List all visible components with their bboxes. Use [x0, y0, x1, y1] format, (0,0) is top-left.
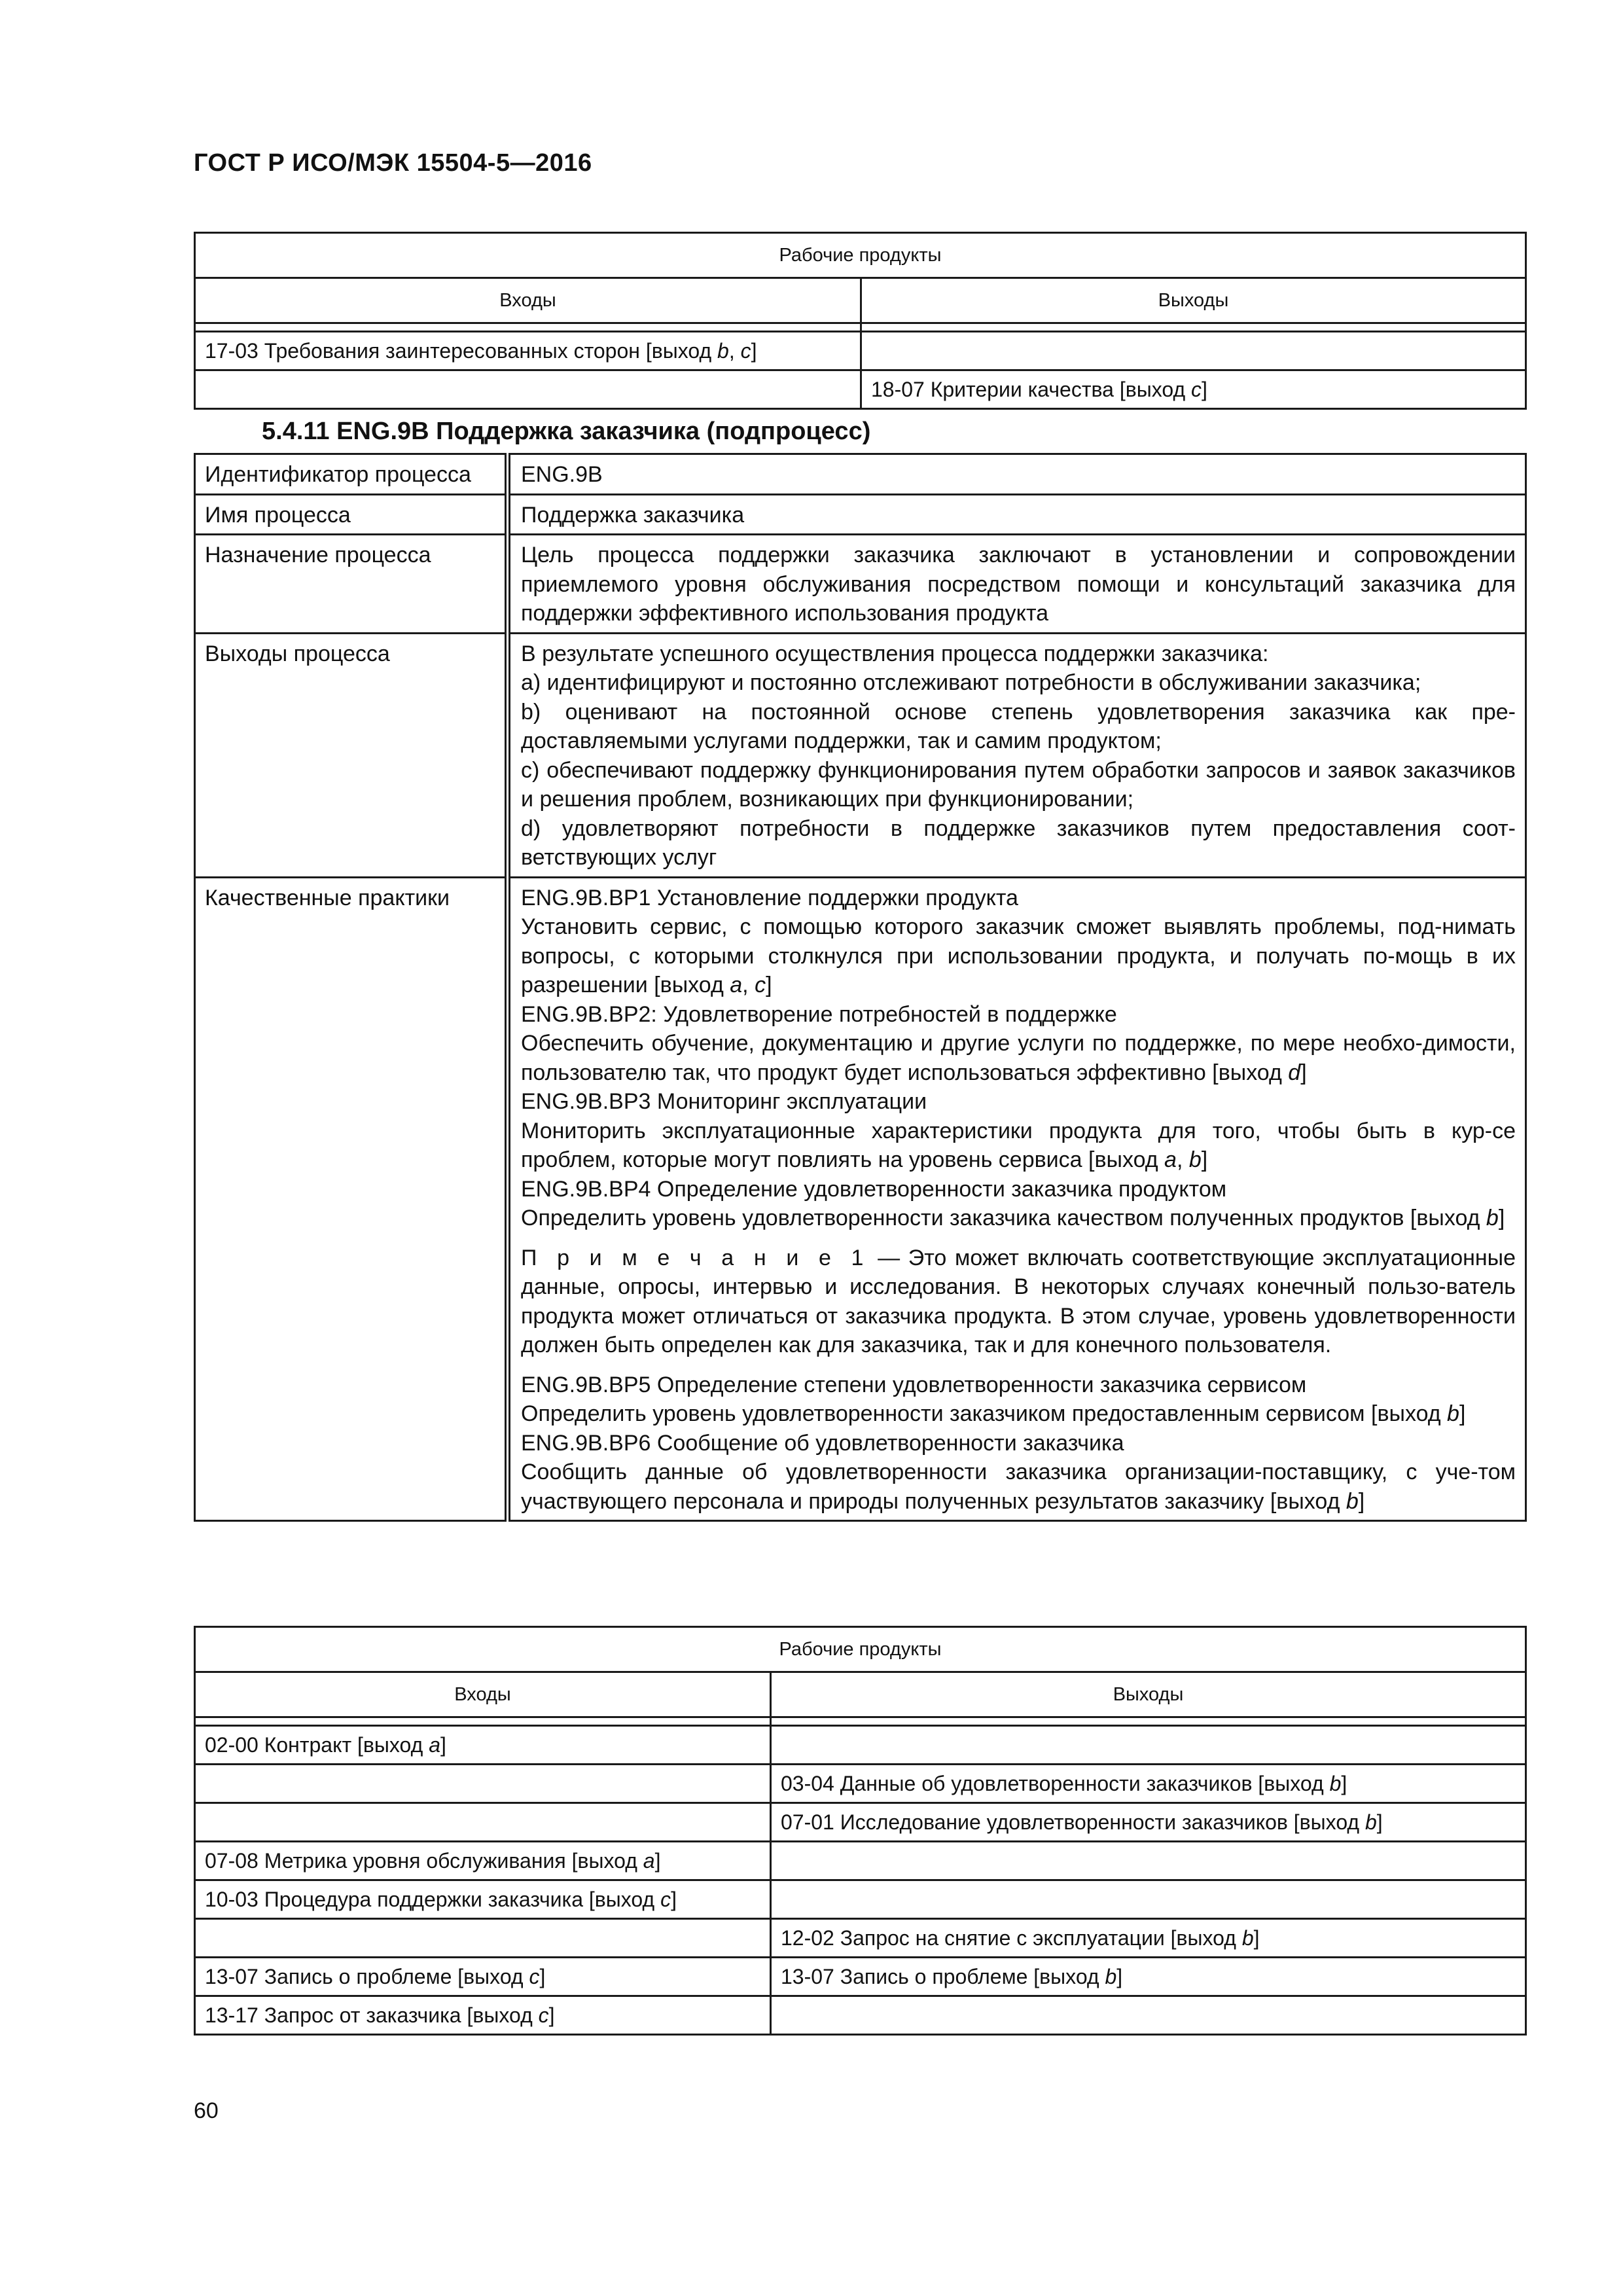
input-cell: 10-03 Процедура поддержки заказчика [выход c] [195, 1880, 771, 1919]
bp6-title: ENG.9B.BP6 Сообщение об удовлетворенности заказчика [521, 1430, 1124, 1456]
note [521, 1244, 1516, 1360]
table-row [195, 535, 1526, 634]
bp3-text: Мониторить эксплуатационные характеристики продукта для того, чтобы быть в кур-се проблем, которые могут повлиять на уровень сервиса [выход a, b] [521, 1118, 1516, 1172]
table-row [195, 1919, 1526, 1958]
table-row [195, 1958, 1526, 1996]
inputs-header: Входы [195, 278, 861, 323]
table-row [195, 332, 1526, 370]
bp1-text: Установить сервис, с помощью которого заказчик сможет выявлять проблемы, под-нимать вопросы, с которыми столкнулся при использовании продукта, и получать по-мощь в их разрешении [выход a, c] [521, 914, 1516, 997]
note-text: — Это может включать соответствующие эксплуатационные данные, опросы, интервью и исследования. В некоторых случаях конечный пользо-ватель продукта может отличаться от заказчика продукта. В этом случае, уровень удовлетворенности должен быть определен как для заказчика, так и для конечного пользователя. [521, 1245, 1516, 1357]
output-cell [771, 1996, 1526, 2035]
bp3-title: ENG.9B.BP3 Мониторинг эксплуатации [521, 1089, 927, 1114]
output-cell: 18-07 Критерии качества [выход c] [861, 370, 1526, 409]
input-cell: 17-03 Требования заинтересованных сторон [выход b, c] [195, 332, 861, 370]
process-id-value: ENG.9B [508, 454, 1526, 495]
inputs-header: Входы [195, 1672, 771, 1717]
work-products-title: Рабочие продукты [195, 233, 1526, 278]
outcome-item: b) оценивают на постоянной основе степень удовлетворения заказчика как пре-доставляемыми услугами поддержки, так и самим продуктом; [521, 699, 1516, 753]
output-cell [861, 332, 1526, 370]
separator [195, 323, 861, 332]
outcome-item: a) идентифицируют и постоянно отслеживают потребности в обслуживании заказчика; [521, 670, 1421, 695]
output-cell: 03-04 Данные об удовлетворенности заказчиков [выход b] [771, 1765, 1526, 1803]
outcome-item: d) удовлетворяют потребности в поддержке заказчиков путем предоставления соот-ветствующих услуг [521, 816, 1516, 870]
separator [861, 323, 1526, 332]
practices-label: Качественные практики [195, 877, 508, 1521]
bp5-text: Определить уровень удовлетворенности заказчиком предоставленным сервисом [выход b] [521, 1401, 1466, 1426]
page-number: 60 [194, 2098, 219, 2123]
input-cell: 07-08 Метрика уровня обслуживания [выход a] [195, 1842, 771, 1880]
table-row [195, 1996, 1526, 2035]
work-products-table-top [194, 232, 1527, 410]
table-row [195, 1803, 1526, 1842]
process-table [194, 453, 1527, 1522]
input-cell: 13-17 Запрос от заказчика [выход c] [195, 1996, 771, 2035]
bp4-title: ENG.9B.BP4 Определение удовлетворенности заказчика продуктом [521, 1176, 1227, 1202]
process-name-value: Поддержка заказчика [508, 494, 1526, 535]
process-name-label: Имя процесса [195, 494, 508, 535]
output-cell: 12-02 Запрос на снятие с эксплуатации [выход b] [771, 1919, 1526, 1958]
work-products-title: Рабочие продукты [195, 1627, 1526, 1672]
input-cell [195, 1803, 771, 1842]
process-purpose-label: Назначение процесса [195, 535, 508, 634]
outputs-header: Выходы [861, 278, 1526, 323]
table-row [195, 1726, 1526, 1765]
bp4-text: Определить уровень удовлетворенности заказчика качеством полученных продуктов [выход b] [521, 1206, 1505, 1230]
note-label: П р и м е ч а н и е 1 [521, 1245, 870, 1270]
table-row [195, 633, 1526, 877]
process-id-label: Идентификатор процесса [195, 454, 508, 495]
document-header: ГОСТ Р ИСО/МЭК 15504-5—2016 [194, 149, 592, 177]
separator [771, 1717, 1526, 1726]
input-cell [195, 1765, 771, 1803]
outcomes-intro: В результате успешного осуществления процесса поддержки заказчика: [521, 641, 1269, 666]
bp2-title: ENG.9B.BP2: Удовлетворение потребностей в поддержке [521, 1001, 1117, 1027]
input-cell: 13-07 Запись о проблеме [выход c] [195, 1958, 771, 1996]
input-cell: 02-00 Контракт [выход a] [195, 1726, 771, 1765]
table-row [195, 370, 1526, 409]
table-row [195, 494, 1526, 535]
practices-value [508, 877, 1526, 1521]
bp5-title: ENG.9B.BP5 Определение степени удовлетворенности заказчика сервисом [521, 1372, 1307, 1397]
input-cell [195, 1919, 771, 1958]
bp6-text: Сообщить данные об удовлетворенности заказчика организации-поставщику, с уче-том участвующего персонала и природы полученных результатов заказчику [выход b] [521, 1460, 1516, 1514]
process-purpose-value: Цель процесса поддержки заказчика заключают в установлении и сопровождении приемлемого уровня обслуживания посредством помощи и консультаций заказчика для поддержки эффективного использования продукта [508, 535, 1526, 634]
outputs-header: Выходы [771, 1672, 1526, 1717]
process-outcomes-value [508, 633, 1526, 877]
bp1-title: ENG.9B.BP1 Установление поддержки продукта [521, 885, 1018, 910]
output-cell [771, 1726, 1526, 1765]
outcome-item: c) обеспечивают поддержку функционирования путем обработки запросов и заявок заказчиков и решения проблем, возникающих при функционировании; [521, 757, 1516, 812]
separator [195, 1717, 771, 1726]
table-row [195, 1880, 1526, 1919]
table-row [195, 1765, 1526, 1803]
output-cell: 13-07 Запись о проблеме [выход b] [771, 1958, 1526, 1996]
section-title: 5.4.11 ENG.9B Поддержка заказчика (подпроцесс) [262, 418, 871, 445]
output-cell: 07-01 Исследование удовлетворенности заказчиков [выход b] [771, 1803, 1526, 1842]
table-row [195, 877, 1526, 1521]
input-cell [195, 370, 861, 409]
table-row [195, 1842, 1526, 1880]
process-outcomes-label: Выходы процесса [195, 633, 508, 877]
output-cell [771, 1880, 1526, 1919]
work-products-table-bottom [194, 1626, 1527, 2036]
output-cell [771, 1842, 1526, 1880]
bp2-text: Обеспечить обучение, документацию и другие услуги по поддержке, по мере необхо-димости, пользователю так, что продукт будет использоваться эффективно [выход d] [521, 1031, 1516, 1085]
table-row [195, 454, 1526, 495]
